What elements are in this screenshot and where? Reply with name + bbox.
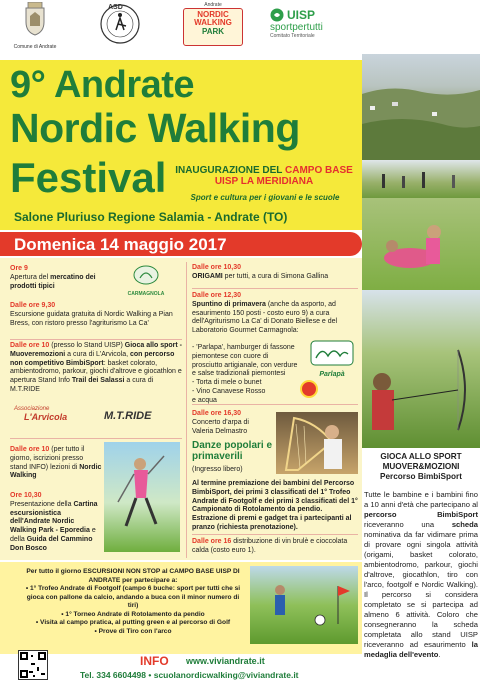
menu-item-4: e acqua	[192, 396, 217, 404]
r5-text: distribuzione di vin brulè e cioccolata calda (costo euro 1).	[192, 538, 348, 554]
archery-photo	[362, 290, 480, 448]
nordic-park-logo	[181, 2, 245, 56]
side-text-g: .	[438, 650, 441, 660]
b3-g: a cura di M.T.RIDE	[10, 377, 154, 393]
escursioni-head: Per tutto il giorno ESCURSIONI NON STOP al CAMPO BASE UISP DI ANDRATE per partecipare a:	[26, 568, 240, 584]
program-concerto	[192, 410, 262, 436]
r4-text: Al termine premiazione dei bambini del Percorso BimbiSport, dei primi 3 classificati del 1° Trofeo Andrate di Footgolf e dei primi 3 classificati del 1° Campionato di Rotolamento da pendio. Estrazione di premi e gadget tra i partecipanti al pranzo (richiesta prenotazione).	[192, 480, 358, 531]
sep-2	[10, 438, 182, 439]
nordic-park-badge	[183, 8, 243, 46]
uisp-sub: Comitato Territoriale	[270, 33, 315, 39]
sep-1	[10, 339, 182, 340]
b4-text: (per tutto il giorno, iscrizioni presso stand INFO) lezioni di	[10, 446, 85, 471]
uisp-tagline: sportpertutti	[270, 22, 323, 33]
uisp-logo	[270, 2, 350, 56]
side-text	[364, 490, 478, 660]
carmagnola-icon	[132, 264, 160, 286]
program-vinbrule	[192, 538, 358, 556]
comune-caption: Comune di Andrate	[13, 44, 57, 50]
parlapa-label: Parlapà	[319, 371, 345, 378]
info-url[interactable]: www.viviandrate.it	[186, 656, 265, 666]
b5-a: Presentazione della	[10, 500, 74, 508]
inauguration-text	[166, 166, 362, 187]
qr-pattern	[19, 651, 47, 679]
program-mercatino	[10, 265, 102, 291]
date-bar	[0, 232, 362, 256]
title-line3: Festival	[10, 154, 167, 201]
menu-item-3: - Vino Canavese Rosso	[192, 387, 266, 395]
escursioni-item-4: • Prove di Tiro con l'arco	[94, 627, 172, 635]
people-illustration	[362, 160, 480, 198]
r1-b: per tutti, a cura di Simona Gallina	[222, 272, 329, 280]
event-date: Domenica 14 maggio 2017	[14, 235, 227, 254]
nordic-park-line1: NORDIC	[197, 10, 229, 19]
side-text-c: riceveranno una	[364, 520, 452, 530]
footgolf-photo	[250, 566, 358, 644]
side-text-a: Tutte le bambine e i bambini fino a 10 anni d'età che partecipano al	[364, 490, 478, 510]
kids-illustration	[362, 198, 480, 290]
info-tel[interactable]: Tel. 334 6604498	[80, 670, 147, 680]
b3-c: a cura di L'Arvicola,	[65, 350, 130, 358]
inaug-c: UISP LA MERIDIANA	[214, 175, 314, 187]
side-heading1: GIOCA ALLO SPORT	[380, 452, 462, 461]
menu-item-2: - Torta di mele o bunet	[192, 379, 262, 386]
nordic-walker-photo	[104, 442, 180, 552]
b5-time: Ore 10,30	[10, 492, 42, 499]
column-divider	[186, 262, 187, 558]
title-line2: Nordic Walking	[10, 105, 300, 151]
uisp-name: UISP	[287, 8, 316, 22]
b2-text: Escursione guidata gratuita di Nordic Walking a Pian Bress, con ristoro presso l'agriturismo La Ca'	[10, 310, 173, 327]
spuntino-menu	[192, 344, 300, 405]
b1-text: Apertura del	[10, 273, 49, 281]
comune-logo	[12, 2, 58, 56]
program-spuntino	[192, 292, 358, 336]
landscape-photo	[362, 54, 480, 160]
walker-illustration	[104, 442, 180, 552]
arvicola-pre: Associazione	[14, 406, 50, 412]
qr-code-icon[interactable]	[18, 650, 48, 680]
b1-time: Ore 9	[10, 265, 28, 272]
program-escursione	[10, 302, 182, 328]
program-presentazione	[10, 492, 102, 553]
b5-b: Cartina escursionistica dell'Andrate Nordic Walking Park - Eporedia	[10, 500, 98, 534]
nordic-park-line3: PARK	[201, 26, 225, 36]
program-gioca	[10, 342, 182, 395]
asd-label: ASD	[108, 4, 123, 11]
parlapa-icon	[310, 340, 354, 366]
parlapa-logo	[306, 340, 358, 380]
b1-bold: mercatino dei prodotti tipici	[10, 273, 96, 290]
carmagnola-logo	[118, 264, 174, 300]
b3-time: Dalle ore 10	[10, 342, 50, 349]
b3-d: con percorso non competitivo BimbiSport	[10, 350, 175, 367]
people-photo	[362, 160, 480, 198]
uisp-icon	[270, 8, 284, 22]
program-origami	[192, 264, 358, 282]
side-text-d: scheda	[451, 520, 478, 530]
venue-text: Salone Pluriuso Regione Salamia - Andrate (TO)	[14, 210, 288, 224]
b4-time: Dalle ore 10	[10, 446, 50, 453]
sep-5	[192, 534, 358, 535]
asd-logo	[96, 2, 144, 56]
program-premiazione	[192, 480, 358, 533]
b3-f: Trail dei Salassi	[71, 377, 125, 384]
b5-d: Guida del Cammino Don Bosco	[10, 535, 93, 552]
sep-4	[192, 404, 358, 405]
mtride-logo: M.T.RIDE	[104, 410, 152, 422]
r3-time: Dalle ore 16,30	[192, 410, 242, 417]
escursioni-text	[22, 568, 244, 637]
b5-c: e della	[10, 527, 96, 543]
harp-photo	[276, 412, 358, 474]
inaug-b: CAMPO BASE	[285, 165, 353, 176]
sport-subtitle: Sport e cultura per i giovani e le scuole	[190, 193, 340, 202]
side-text-e: nominativa da far vidimare prima di provare ogni singola attività (origami, basket colorato, ambientodromo, parkour, giochi d'altrove, giocathlon, tiro con l'arco, footgolf e Nordic Walking). Il percorso si considera completato se si partecipa ad almeno 6 attività. Coloro che consegneranno la scheda completata allo stand UISP riceveranno ad esaurimento	[364, 530, 478, 650]
b3-e: : basket colorato, ambientodromo, parkour, giochi d'altrove e giocathlon e apertura Stand Info	[10, 359, 182, 384]
sep-3	[192, 288, 358, 289]
nordic-park-andrate: Andrate	[204, 2, 222, 8]
r5-time: Dalle ore 16	[192, 538, 232, 545]
program-lezioni	[10, 446, 102, 481]
b3-b: Gioca allo sport - Muoveremozioni	[10, 342, 182, 358]
info-email[interactable]: scuolanordicwalking@viviandrate.it	[153, 670, 299, 680]
landscape-illustration	[362, 54, 480, 160]
b4-bold: Nordic Walking	[10, 463, 102, 480]
footgolf-illustration	[250, 566, 358, 644]
arvicola-logo	[14, 406, 94, 434]
nordic-park-line2: WALKING	[194, 18, 232, 28]
r2-a: Spuntino di primavera	[192, 300, 266, 308]
inaug-a: INAUGURAZIONE DEL	[175, 165, 283, 176]
side-heading2: MUOVER&MOZIONI	[382, 461, 460, 471]
r3-text: Concerto d'arpa di Valeria Delmastro	[192, 418, 249, 435]
ingresso: (Ingresso libero)	[192, 466, 243, 473]
b2-time: Dalle ore 9,30	[10, 302, 56, 309]
escursioni-item-3: • Visita al campo pratica, al putting green e al percorso di Golf	[35, 619, 231, 627]
dance-title: Danze popolari e primaverili	[192, 440, 273, 462]
r1-a: ORIGAMI	[192, 272, 223, 280]
r2-b: (anche da asporto, ad esaurimento 150 posti - costo euro 9) a cura dell'Agriturismo La Ca' di Donato Biellese e del Laboratorio Gourmet Carmagnola:	[192, 300, 338, 334]
info-contacts: Tel. 334 6604498 • scuolanordicwalking@viviandrate.it	[80, 670, 299, 680]
side-heading3: Percorso BimbiSport	[380, 471, 462, 481]
r1-time: Dalle ore 10,30	[192, 264, 242, 271]
harp-illustration	[276, 412, 358, 474]
kids-photo	[362, 198, 480, 290]
b3-a: (presso lo Stand UISP)	[49, 342, 123, 349]
coat-of-arms-icon	[24, 2, 46, 36]
info-label: INFO	[140, 654, 169, 668]
badge-icon	[300, 380, 318, 398]
side-heading	[364, 452, 478, 482]
carmagnola-label: CARMAGNOLA	[127, 291, 165, 297]
archery-illustration	[362, 290, 480, 448]
title-line1: 9° Andrate	[10, 64, 195, 106]
r2-time: Dalle ore 12,30	[192, 292, 242, 299]
side-text-f: la medaglia dell'evento	[364, 640, 478, 660]
arvicola-label: L'Arvicola	[24, 412, 68, 422]
escursioni-item-2: • 1° Torneo Andrate di Rotolamento da pendio	[61, 610, 205, 618]
escursioni-item-1: • 1° Trofeo Andrate di Footgolf (campo 6 buche: sport per tutti che si gioca con pallone da calcio, andando a buca con il minor numero di tiri)	[25, 585, 241, 610]
menu-item-1: - 'Parlapa', hamburger di fassone piemontese con cuore di prosciutto artigianale, con verdure e salse tradizionali piemontesi	[192, 344, 298, 378]
side-text-b: percorso BimbiSport	[364, 510, 478, 520]
